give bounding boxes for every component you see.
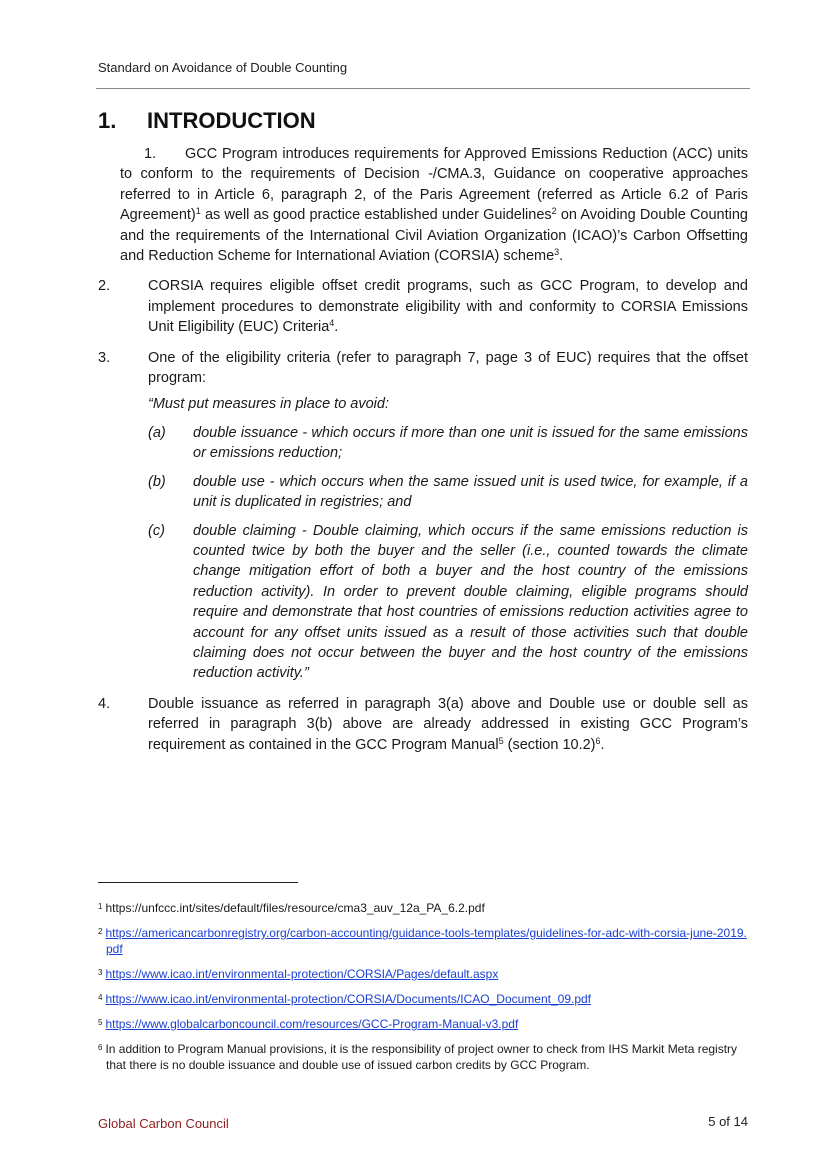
- footnote-ref[interactable]: 2: [551, 206, 557, 217]
- footnote-divider: [98, 882, 298, 883]
- paragraph-number: 4.: [98, 695, 111, 712]
- footnote-url: https://unfccc.int/sites/default/files/resource/cma3_auv_12a_PA_6.2.pdf: [105, 901, 485, 915]
- footnote-ref[interactable]: 1: [195, 206, 201, 217]
- section-title: INTRODUCTION: [147, 108, 316, 133]
- footnote-ref[interactable]: 4: [329, 318, 335, 329]
- running-header: Standard on Avoidance of Double Counting: [98, 60, 348, 75]
- footnote-text: In addition to Program Manual provisions, it is the responsibility of project owner to check from IHS Markit Meta registry that there is no double issuance and double use of issued carbon credits by GCC Program.: [105, 1042, 738, 1072]
- section-number: 1.: [98, 108, 117, 133]
- footnote: $^2$ https://americancarbonregistry.org/carbon-accounting/guidance-tools-templates/guidelines-for-adc-with-corsia-june-2019.pdf: [98, 926, 747, 956]
- paragraph-number: 2.: [98, 278, 111, 295]
- footnotes: [98, 900, 750, 1082]
- footnote: $^1$ https://unfccc.int/sites/default/files/resource/cma3_auv_12a_PA_6.2.pdf: [98, 901, 485, 915]
- page-number: 5 of 14: [708, 1114, 748, 1129]
- footnote-ref[interactable]: 6: [595, 735, 601, 746]
- footnote-ref[interactable]: 5: [498, 735, 504, 746]
- paragraph-2: 2. CORSIA requires eligible offset credit programs, such as GCC Program, to develop and implement procedures to demonstrate eligibility with and conformity to CORSIA Emissions Unit Eligibility (EUC) Criteria$^4$.: [98, 278, 748, 336]
- footnote: $^5$ https://www.globalcarboncouncil.com/resources/GCC-Program-Manual-v3.pdf: [98, 1017, 519, 1031]
- footnote-link[interactable]: https://www.icao.int/environmental-protection/CORSIA/Pages/default.aspx: [105, 967, 499, 981]
- footnote-link[interactable]: https://www.icao.int/environmental-protection/CORSIA/Documents/ICAO_Document_09.pdf: [105, 992, 592, 1006]
- quote-intro: “Must put measures in place to avoid:: [148, 396, 389, 413]
- footnote: $^4$ https://www.icao.int/environmental-protection/CORSIA/Documents/ICAO_Document_09.pdf: [98, 992, 592, 1006]
- list-item: (a) double issuance - which occurs if more than one unit is issued for the same emissions or emissions reduction;: [148, 424, 748, 462]
- footer-organization: Global Carbon Council: [98, 1116, 229, 1131]
- paragraph-3: 3. One of the eligibility criteria (refer to paragraph 7, page 3 of EUC) requires that the offset program: “Must put measures in place to avoid: (a) double issuance - which occurs if more than one unit is issued for the same emissions or emissions reduction; (b) double use - which occurs when the same issued unit is used twice, for example, if a unit is duplicated in registries; and (c) double claiming - Double claiming, which occurs if the same emissions reduction is counted twice by both the buyer and the seller (i.e., counted towards the climate change mitigation effort of both a buyer and the host country of the emissions reduction activity). In order to prevent double claiming, eligible programs should require and demonstrate that host countries of emissions reduction activities agree to account for any offset units issued as a result of those activities such that double claiming does not occur between the buyer and the host country of the emissions reduction activity.”: [98, 348, 748, 684]
- footnote: $^3$ https://www.icao.int/environmental-protection/CORSIA/Pages/default.aspx: [98, 967, 499, 981]
- footnote-ref[interactable]: 3: [554, 247, 560, 258]
- paragraph-1: 1. GCC Program introduces requirements for Approved Emissions Reduction (ACC) units to conform to the requirements of Decision -/CMA.3, Guidance on cooperative approaches referred to in Article 6, paragraph 2, of the Paris Agreement (referred as Article 6.2 of Paris Agreement)$^1$ as well as good practice established under Guidelines$^2$ on Avoiding Double Counting and the requirements of the International Civil Aviation Organization (ICAO)’s Carbon Offsetting and Reduction Scheme for International Aviation (CORSIA) scheme$^3$.: [120, 146, 748, 265]
- footnote: $^6$ In addition to Program Manual provisions, it is the responsibility of project owner to check from IHS Markit Meta registry that there is no double issuance and double use of issued carbon credits by GCC Program.: [98, 1042, 738, 1072]
- section-heading: [98, 108, 316, 134]
- criteria-list: [148, 423, 748, 684]
- list-item: (c) double claiming - Double claiming, which occurs if the same emissions reduction is counted twice by both the buyer and the seller (i.e., counted towards the climate change mitigation effort of both a buyer and the host country of the emissions reduction activity). In order to prevent double claiming, eligible programs should require and demonstrate that host countries of emissions reduction activities agree to account for any offset units issued as a result of those activities such that double claiming does not occur between the buyer and the host country of the emissions reduction activity.”: [148, 522, 748, 682]
- list-item: (b) double use - which occurs when the same issued unit is used twice, for example, if a unit is duplicated in registries; and: [148, 473, 748, 511]
- header-divider: [96, 88, 750, 89]
- body-text: [98, 144, 748, 765]
- paragraph-number: 1.: [144, 146, 157, 162]
- paragraph-4: 4. Double issuance as referred in paragraph 3(a) above and Double use or double sell as referred in paragraph 3(b) above are already addressed in existing GCC Program’s requirement as contained in the GCC Program Manual$^5$ (section 10.2)$^6$.: [98, 695, 748, 753]
- paragraph-number: 3.: [98, 349, 111, 366]
- footnote-link[interactable]: https://www.globalcarboncouncil.com/resources/GCC-Program-Manual-v3.pdf: [105, 1017, 519, 1031]
- footnote-link[interactable]: https://americancarbonregistry.org/carbon-accounting/guidance-tools-templates/guidelines-for-adc-with-corsia-june-2019.pdf: [105, 926, 747, 956]
